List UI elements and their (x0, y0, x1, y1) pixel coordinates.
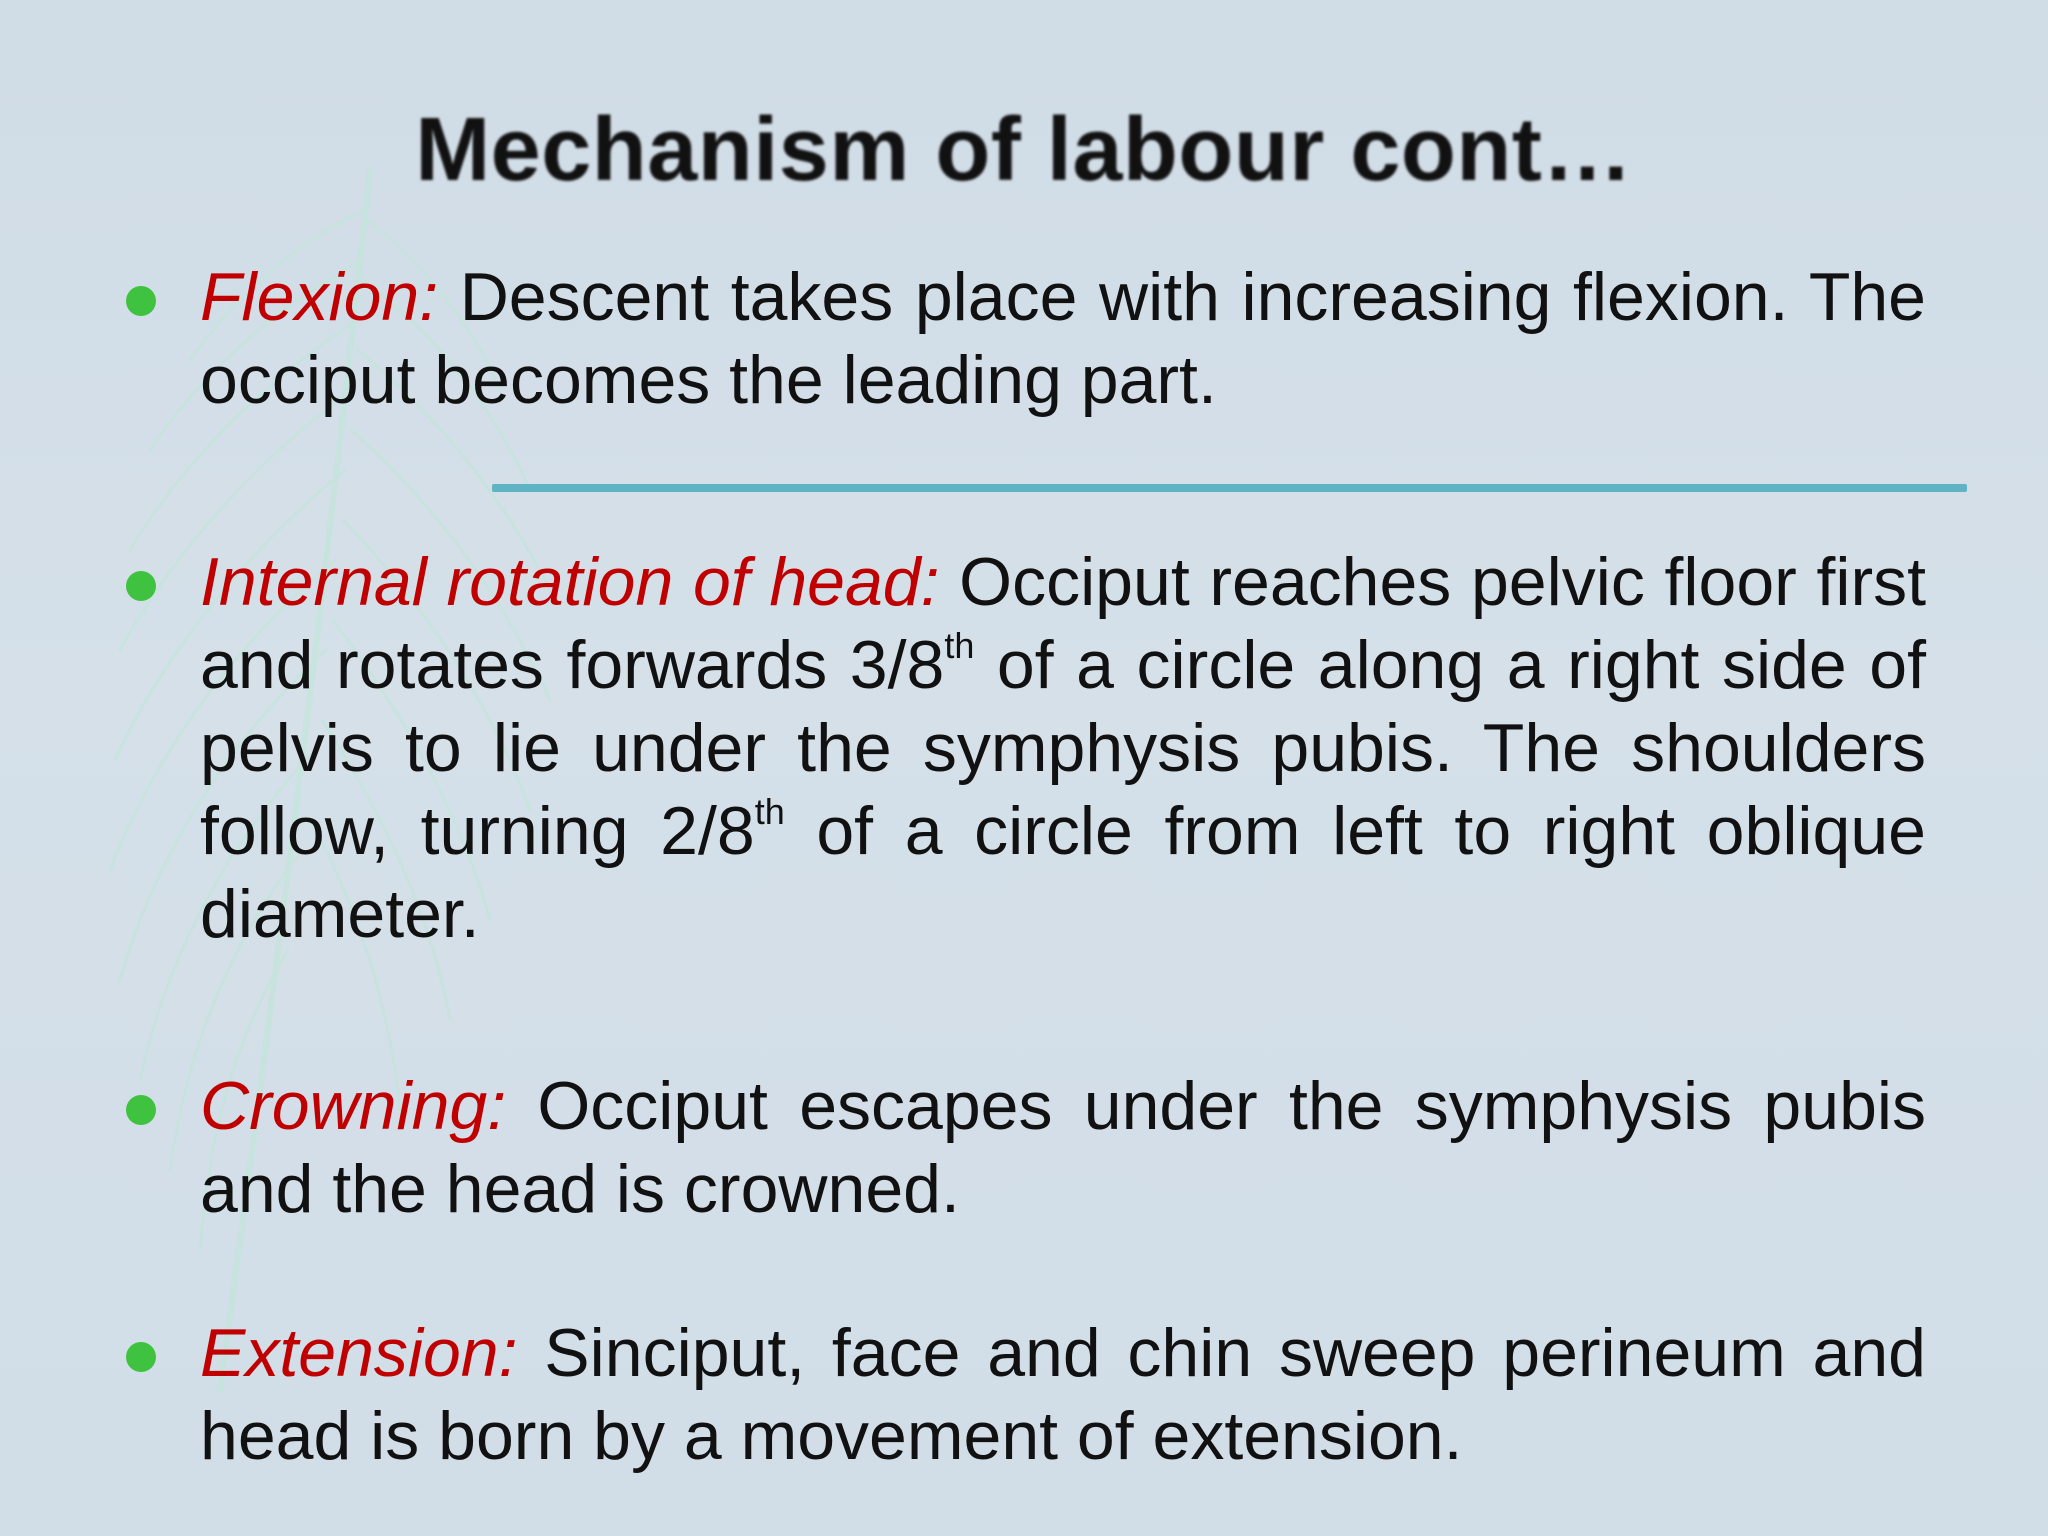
bullet-text (200, 1312, 1926, 1478)
bullet-term: Extension: (200, 1315, 518, 1391)
bullet-term: Internal rotation of head: (200, 544, 940, 620)
bullet-description-part-1: Occiput reaches pelvic floor first and rotates forwards 3/8 (200, 544, 1926, 703)
bullet-description: Descent takes place with increasing flexion. The occiput becomes the leading part. (200, 259, 1926, 418)
bullet-description-part-3: of a circle from left to right oblique diameter. (200, 793, 1926, 952)
slide-title: Mechanism of labour cont… (415, 100, 1633, 200)
bullet-text (200, 1065, 1926, 1231)
bullet-text (200, 541, 1926, 956)
bullet-dot-icon (126, 1342, 156, 1372)
divider-line (492, 484, 1967, 492)
bullet-dot-icon (126, 286, 156, 316)
superscript: th (944, 625, 975, 667)
bullet-dot-icon (126, 571, 156, 601)
bullet-description: Sinciput, face and chin sweep perineum and head is born by a movement of extension. (200, 1315, 1926, 1474)
bullet-term: Flexion: (200, 259, 439, 335)
bullet-description: Occiput escapes under the symphysis pubis and the head is crowned. (200, 1068, 1926, 1227)
bullet-text (200, 256, 1926, 422)
superscript: th (754, 791, 785, 833)
bullet-description-part-2: of a circle along a right side of pelvis to lie under the symphysis pubis. The shoulders follow, turning 2/8 (200, 627, 1926, 869)
bullet-term: Crowning: (200, 1068, 507, 1144)
bullet-dot-icon (126, 1095, 156, 1125)
